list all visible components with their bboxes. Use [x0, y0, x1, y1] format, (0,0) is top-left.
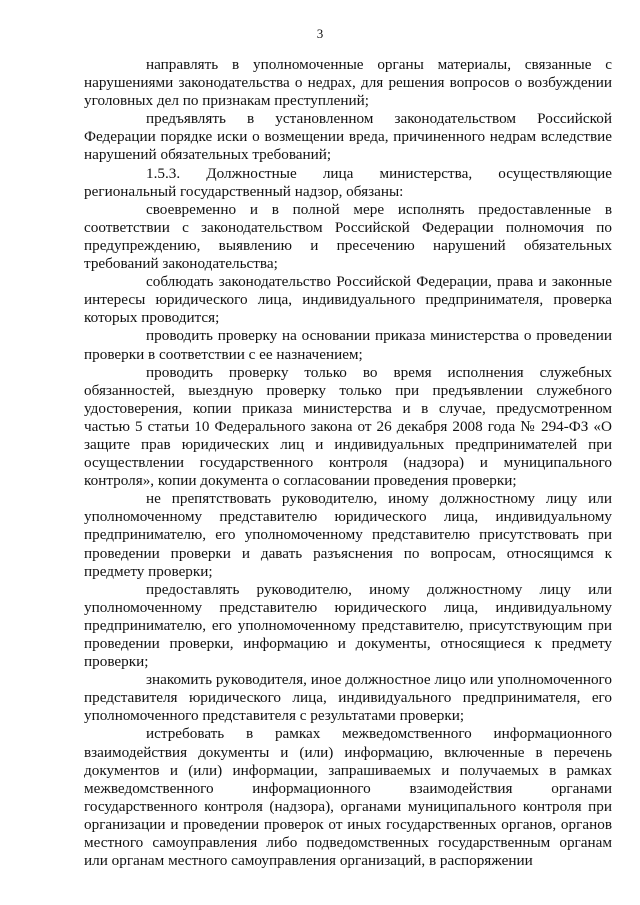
- page-number: 3: [316, 26, 324, 41]
- paragraph-request-documents: истребовать в рамках межведомственного информационного взаимодействия документы и (или) информацию, включенные в перечень документов и (или) информации, запрашиваемых и получаемых в рамках межведомственного информационного взаимодействия органами государственного контроля (надзора), органами муниципального контроля при организации и проведении проверок от иных государственных органов, органов местного самоуправления либо подведомственных государственным органам или органам местного самоуправления организаций, в распоряжении: [84, 725, 612, 870]
- paragraph-file-claims: предъявлять в установленном законодательством Российской Федерации порядке иски о возмещении вреда, причиненного недрам вследствие нарушений обязательных требований;: [84, 110, 612, 164]
- paragraph-clause-1-5-3: 1.5.3. Должностные лица министерства, осуществляющие региональный государственный надзор, обязаны:: [84, 164, 612, 200]
- paragraph-acquaint-results: знакомить руководителя, иное должностное лицо или уполномоченного представителя юридического лица, индивидуального предпринимателя, его уполномоченного представителя с результатами проверки;: [84, 671, 612, 725]
- paragraph-inspection-during-duty: проводить проверку только во время исполнения служебных обязанностей, выездную проверку только при предъявлении служебного удостоверения, копии приказа министерства и в случае, предусмотренном частью 5 статьи 10 Федерального закона от 26 декабря 2008 года № 294-ФЗ «О защите прав юридических лиц и индивидуальных предпринимателей при осуществлении государственного контроля (надзора) и муниципального контроля», копии документа о согласовании проведения проверки;: [84, 363, 612, 490]
- paragraph-inspection-by-order: проводить проверку на основании приказа министерства о проведении проверки в соответствии с ее назначением;: [84, 327, 612, 363]
- paragraph-exercise-powers: своевременно и в полной мере исполнять предоставленные в соответствии с законодательством Российской Федерации полномочия по предупреждению, выявлению и пресечению нарушений обязательных требований законодательства;: [84, 200, 612, 273]
- paragraph-observe-law: соблюдать законодательство Российской Федерации, права и законные интересы юридического лица, индивидуального предпринимателя, проверка которых проводится;: [84, 273, 612, 327]
- document-body: [84, 56, 612, 870]
- paragraph-refer-materials: направлять в уполномоченные органы материалы, связанные с нарушениями законодательства о недрах, для решения вопросов о возбуждении уголовных дел по признакам преступлений;: [84, 56, 612, 110]
- paragraph-provide-information: предоставлять руководителю, иному должностному лицу или уполномоченному представителю юридического лица, индивидуальному предпринимателю, его уполномоченному представителю, присутствующим при проведении проверки, информацию и документы, относящиеся к предмету проверки;: [84, 580, 612, 671]
- paragraph-do-not-obstruct: не препятствовать руководителю, иному должностному лицу или уполномоченному представителю юридического лица, индивидуальному предпринимателю, его уполномоченному представителю присутствовать при проведении проверки и давать разъяснения по вопросам, относящимся к предмету проверки;: [84, 490, 612, 580]
